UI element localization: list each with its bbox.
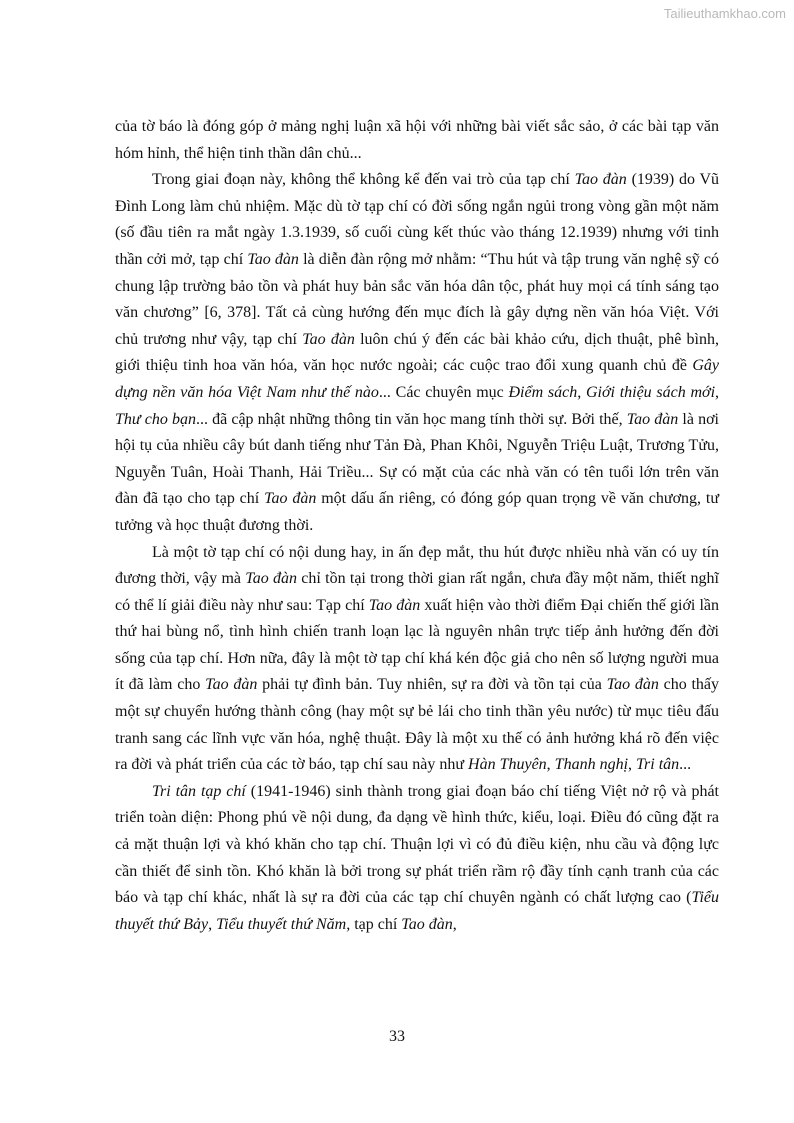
- italic-run: Tao đàn: [302, 330, 355, 348]
- italic-run: Giới thiệu sách mới: [585, 383, 716, 401]
- italic-run: Tri tân tạp chí: [152, 782, 246, 800]
- text-run: của tờ báo là đóng góp ở mảng nghị luận xã hội với những bài viết sắc sảo, ở các bài tạp văn hóm hỉnh, thể hiện tinh thần dân chủ...: [115, 118, 719, 162]
- italic-run: Tao đàn: [247, 250, 299, 268]
- text-run: cho thấy một sự chuyển hướng thành công (hay một sự bẻ lái cho tinh thần yêu nước) từ mục tiêu đấu tranh sang các lĩnh vực văn hóa, nghệ thuật. Đây là một xu thế có ảnh hưởng khá rõ đến việc ra đời và phát triển của các tờ báo, tạp chí sau này như: [115, 676, 720, 774]
- text-run: ,: [208, 915, 217, 933]
- text-run: ...: [679, 756, 692, 774]
- italic-run: Thanh nghị: [554, 756, 629, 774]
- text-run: ... Các chuyên mục: [378, 383, 509, 401]
- text-run: Trong giai đoạn này, không thể không kể đến vai trò của tạp chí: [152, 171, 575, 189]
- text-run: ,: [577, 383, 586, 401]
- paragraph: [115, 540, 719, 779]
- italic-run: Tao đàn: [626, 410, 679, 428]
- text-run: ,: [628, 756, 637, 774]
- paragraph: [115, 114, 719, 167]
- italic-run: Tao đàn: [606, 676, 659, 694]
- text-run: xuất hiện vào thời điểm Đại chiến thế giới lần thứ hai bùng nổ, tình hình chiến tranh loạn lạc là nguyên nhân trực tiếp ảnh hưởng đến đời sống của tạp chí. Hơn nữa, đây là một tờ tạp chí khá kén độc giả cho nên số lượng người mua ít đã làm cho: [115, 596, 719, 694]
- text-run: ,: [715, 383, 720, 401]
- text-run: một dấu ấn riêng, có đóng góp quan trọng về văn chương, tư tưởng và học thuật đương thời.: [115, 490, 719, 534]
- text-run: Là một tờ tạp chí có nội dung hay, in ấn đẹp mắt, thu hút được nhiều nhà văn có uy tín đương thời, vậy mà: [115, 543, 719, 588]
- italic-run: Tao đàn: [245, 570, 298, 588]
- text-run: phải tự đình bản. Tuy nhiên, sự ra đời và tồn tại của: [257, 676, 607, 694]
- italic-run: Tao đàn: [205, 676, 258, 694]
- italic-run: Tao đàn: [368, 596, 421, 614]
- text-run: tạp chí: [350, 915, 402, 933]
- italic-run: Tiểu thuyết thứ Bảy: [115, 889, 719, 933]
- text-run: là diễn đàn rộng mở nhằm: “Thu hút và tập trung văn nghệ sỹ có chung lập trường bảo tồn và phát huy bản sắc văn hóa dân tộc, phát huy mọi cá tính sáng tạo văn chương” [6, 378]. Tất cả cùng hướng đến mục đích là gây dựng nền văn hóa Việt. Với chủ trương như vậy, tạp chí: [115, 250, 719, 348]
- italic-run: Điểm sách: [508, 383, 578, 401]
- italic-run: Tao đàn: [264, 490, 317, 508]
- text-run: ... đã cập nhật những thông tin văn học mang tính thời sự. Bởi thế,: [195, 410, 627, 428]
- paragraph: [115, 167, 719, 539]
- italic-run: Tao đàn: [401, 915, 453, 933]
- text-run: ,: [546, 756, 555, 774]
- italic-run: Gây dựng nền văn hóa Việt Nam như thế nào: [115, 357, 719, 401]
- text-run: chỉ tồn tại trong thời gian rất ngắn, chưa đầy một năm, thiết nghĩ có thể lí giải điều này như sau: Tạp chí: [115, 570, 719, 614]
- text-run: (1941-1946) sinh thành trong giai đoạn báo chí tiếng Việt nở rộ và phát triển toàn diện: Phong phú về nội dung, đa dạng về hình thức, kiểu, loại. Điều đó cũng đặt ra cả mặt thuận lợi và khó khăn cho tạp chí. Thuận lợi vì có đủ điều kiện, nhu cầu và động lực cần thiết để sinh tồn. Khó khăn là bởi trong sự phát triển rầm rộ đầy tính cạnh tranh của các báo và tạp chí khác, nhất là sự ra đời của các tạp chí chuyên ngành có chất lượng cao (: [115, 782, 720, 907]
- paragraph: [115, 779, 719, 939]
- text-run: ,: [452, 915, 457, 933]
- italic-run: Tao đàn: [574, 171, 627, 189]
- text-run: là nơi hội tụ của nhiều cây bút danh tiếng như Tản Đà, Phan Khôi, Nguyễn Triệu Luật, Trương Tửu, Nguyễn Tuân, Hoài Thanh, Hải Triều... Sự có mặt của các nhà văn có tên tuổi lớn trên văn đàn đã tạo cho tạp chí: [115, 410, 719, 508]
- italic-run: Tri tân: [636, 756, 680, 774]
- italic-run: Thư cho bạn: [115, 410, 196, 428]
- italic-run: Tiểu thuyết thứ Năm,: [216, 915, 351, 933]
- italic-run: Hàn Thuyên: [468, 756, 547, 774]
- document-body: [115, 114, 719, 938]
- text-run: (1939) do Vũ Đình Long làm chủ nhiệm. Mặc dù tờ tạp chí có đời sống ngắn ngủi trong vòng gần một năm (số đầu tiên ra mắt ngày 1.3.1939, số cuối cùng kết thúc vào tháng 12.1939) nhưng với tinh thần cởi mở, tạp chí: [115, 171, 719, 268]
- page-number: 33: [389, 1028, 405, 1045]
- text-run: luôn chú ý đến các bài khảo cứu, dịch thuật, phê bình, giới thiệu tinh hoa văn hóa, văn học nước ngoài; các cuộc trao đổi xung quanh chủ đề: [115, 330, 719, 375]
- watermark-text: Tailieuthamkhao.com: [663, 6, 786, 21]
